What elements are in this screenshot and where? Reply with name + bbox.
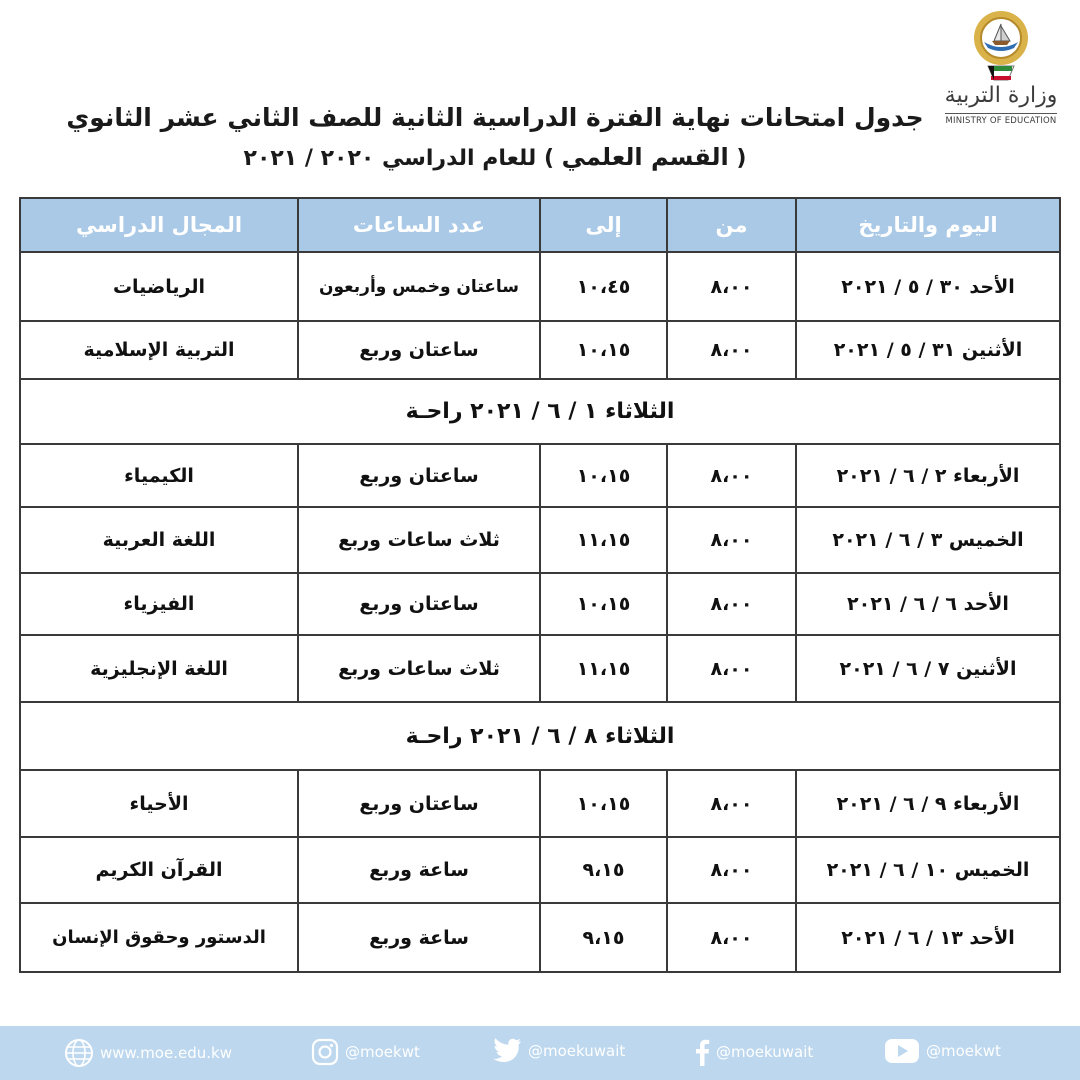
title-section-name: القسم العلمي (561, 143, 729, 171)
footer-twitter[interactable] (492, 1038, 625, 1064)
footer-bar (0, 1026, 1080, 1080)
cell-day: الأحد ٦ / ٦ / ٢٠٢١ (796, 573, 1060, 635)
cell-from: ٨،٠٠ (667, 444, 796, 507)
cell-hours: ساعتان وربع (298, 444, 540, 507)
cell-to: ٩،١٥ (540, 837, 667, 903)
table-header-row (20, 198, 1060, 252)
cell-subject: الأحياء (20, 770, 298, 837)
cell-to: ١٠،٤٥ (540, 252, 667, 321)
instagram-icon (311, 1038, 339, 1066)
youtube-handle: @moekwt (926, 1042, 1001, 1060)
table-row (20, 252, 1060, 321)
cell-hours: ثلاث ساعات وربع (298, 635, 540, 702)
twitter-handle: @moekuwait (528, 1042, 626, 1060)
cell-subject: الدستور وحقوق الإنسان (20, 903, 298, 972)
youtube-icon (884, 1038, 920, 1064)
cell-from: ٨،٠٠ (667, 635, 796, 702)
rest-day-cell: الثلاثاء ١ / ٦ / ٢٠٢١ راحـة (20, 379, 1060, 444)
cell-hours: ساعتان وربع (298, 770, 540, 837)
kuwait-emblem-icon (970, 8, 1032, 82)
twitter-icon (492, 1038, 522, 1064)
cell-day: الأحد ١٣ / ٦ / ٢٠٢١ (796, 903, 1060, 972)
cell-day: الأثنين ٣١ / ٥ / ٢٠٢١ (796, 321, 1060, 379)
cell-subject: التربية الإسلامية (20, 321, 298, 379)
cell-day: الأثنين ٧ / ٦ / ٢٠٢١ (796, 635, 1060, 702)
cell-hours: ثلاث ساعات وربع (298, 507, 540, 573)
page-title (60, 100, 930, 176)
exam-schedule-table (19, 197, 1061, 973)
cell-day: الأربعاء ٢ / ٦ / ٢٠٢١ (796, 444, 1060, 507)
footer-instagram[interactable] (311, 1038, 420, 1066)
cell-subject: اللغة العربية (20, 507, 298, 573)
title-line-2 (60, 140, 930, 176)
footer-website[interactable] (64, 1038, 232, 1068)
cell-from: ٨،٠٠ (667, 837, 796, 903)
cell-to: ١٠،١٥ (540, 573, 667, 635)
table-row (20, 507, 1060, 573)
cell-from: ٨،٠٠ (667, 252, 796, 321)
cell-day: الخميس ١٠ / ٦ / ٢٠٢١ (796, 837, 1060, 903)
cell-hours: ساعتان وربع (298, 573, 540, 635)
table-row (20, 321, 1060, 379)
cell-subject: القرآن الكريم (20, 837, 298, 903)
table-row (20, 903, 1060, 972)
title-open-paren: ( (736, 146, 747, 171)
cell-from: ٨،٠٠ (667, 770, 796, 837)
logo-arabic-text: وزارة التربية (944, 83, 1058, 108)
cell-to: ١٠،١٥ (540, 321, 667, 379)
website-text: www.moe.edu.kw (100, 1044, 232, 1062)
cell-to: ١٠،١٥ (540, 770, 667, 837)
footer-facebook[interactable] (694, 1038, 813, 1066)
globe-icon (64, 1038, 94, 1068)
cell-to: ١٠،١٥ (540, 444, 667, 507)
cell-from: ٨،٠٠ (667, 903, 796, 972)
instagram-handle: @moekwt (345, 1043, 420, 1061)
cell-subject: الكيمياء (20, 444, 298, 507)
cell-hours: ساعتان وربع (298, 321, 540, 379)
title-line-1: جدول امتحانات نهاية الفترة الدراسية الثانية للصف الثاني عشر الثانوي (66, 103, 924, 132)
cell-day: الخميس ٣ / ٦ / ٢٠٢١ (796, 507, 1060, 573)
title-year: ) للعام الدراسي ٢٠٢٠ / ٢٠٢١ (243, 146, 554, 171)
cell-day: الأحد ٣٠ / ٥ / ٢٠٢١ (796, 252, 1060, 321)
table-row (20, 635, 1060, 702)
facebook-handle: @moekuwait (716, 1043, 814, 1061)
logo-english-text: MINISTRY OF EDUCATION (945, 113, 1056, 126)
cell-from: ٨،٠٠ (667, 507, 796, 573)
header-day: اليوم والتاريخ (796, 198, 1060, 252)
header-subject: المجال الدراسي (20, 198, 298, 252)
cell-from: ٨،٠٠ (667, 321, 796, 379)
header-hours: عدد الساعات (298, 198, 540, 252)
table-row (20, 837, 1060, 903)
cell-subject: الفيزياء (20, 573, 298, 635)
cell-hours: ساعتان وخمس وأربعون (298, 252, 540, 321)
header-to: إلى (540, 198, 667, 252)
cell-day: الأربعاء ٩ / ٦ / ٢٠٢١ (796, 770, 1060, 837)
cell-subject: اللغة الإنجليزية (20, 635, 298, 702)
cell-to: ٩،١٥ (540, 903, 667, 972)
cell-to: ١١،١٥ (540, 635, 667, 702)
cell-subject: الرياضيات (20, 252, 298, 321)
header-from: من (667, 198, 796, 252)
cell-hours: ساعة وربع (298, 837, 540, 903)
rest-day-row (20, 702, 1060, 770)
cell-hours: ساعة وربع (298, 903, 540, 972)
cell-from: ٨،٠٠ (667, 573, 796, 635)
facebook-icon (694, 1038, 710, 1066)
table-row (20, 770, 1060, 837)
table-row (20, 444, 1060, 507)
ministry-logo (936, 8, 1066, 133)
cell-to: ١١،١٥ (540, 507, 667, 573)
rest-day-row (20, 379, 1060, 444)
footer-youtube[interactable] (884, 1038, 1001, 1064)
table-row (20, 573, 1060, 635)
rest-day-cell: الثلاثاء ٨ / ٦ / ٢٠٢١ راحـة (20, 702, 1060, 770)
